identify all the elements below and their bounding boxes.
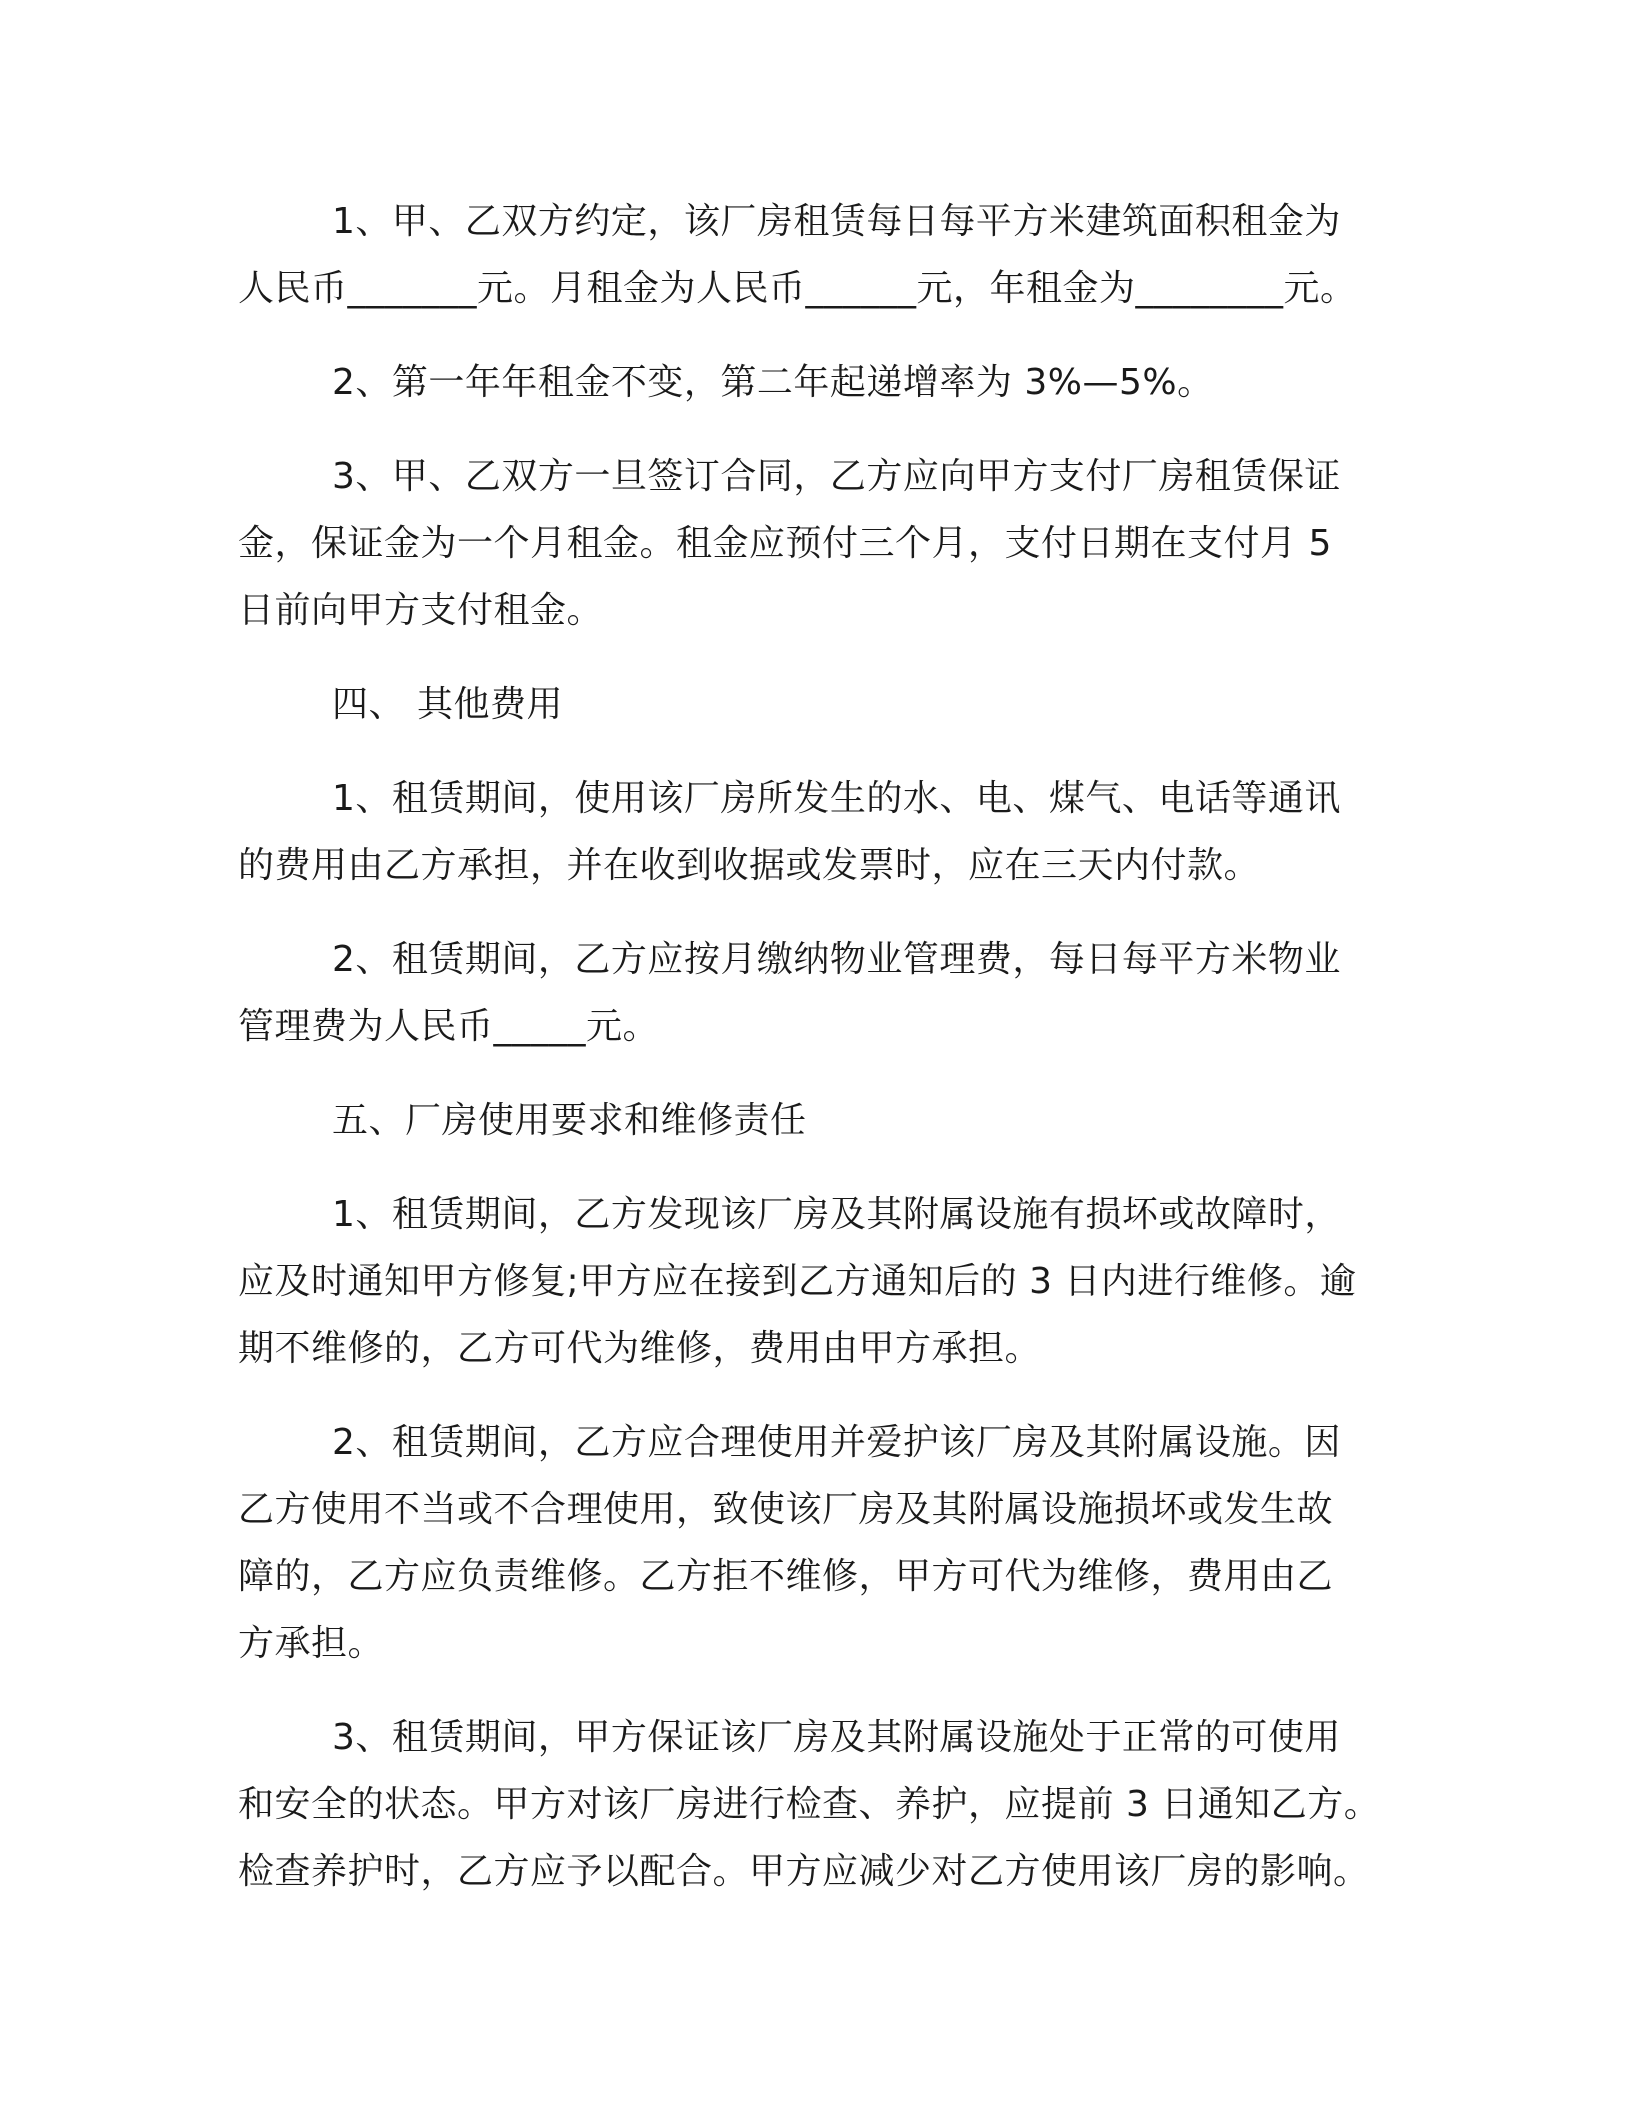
clause-property-fee	[238, 926, 1398, 1060]
text-line: 3、租赁期间，甲方保证该厂房及其附属设施处于正常的可使用	[332, 1717, 1341, 1758]
section-heading: 五、厂房使用要求和维修责任	[332, 1100, 807, 1141]
text-line: 金，保证金为一个月租金。租金应预付三个月，支付日期在支付月 5	[238, 523, 1332, 564]
text-line: 人民币_______元。月租金为人民币______元，年租金为________元。	[238, 268, 1357, 309]
text-line: 1、甲、乙双方约定，该厂房租赁每日每平方米建筑面积租金为	[332, 201, 1341, 242]
text-line: 应及时通知甲方修复;甲方应在接到乙方通知后的 3 日内进行维修。逾	[238, 1261, 1357, 1302]
text-line: 的费用由乙方承担，并在收到收据或发票时，应在三天内付款。	[238, 845, 1261, 886]
text-line: 3、甲、乙双方一旦签订合同，乙方应向甲方支付厂房租赁保证	[332, 456, 1341, 497]
text-line: 2、租赁期间，乙方应合理使用并爱护该厂房及其附属设施。因	[332, 1422, 1341, 1463]
clause-rent-increase	[238, 349, 1398, 416]
text-line: 2、租赁期间，乙方应按月缴纳物业管理费，每日每平方米物业	[332, 939, 1341, 980]
text-line: 期不维修的，乙方可代为维修，费用由甲方承担。	[238, 1328, 1042, 1369]
clause-proper-use	[238, 1409, 1398, 1677]
text-line: 和安全的状态。甲方对该厂房进行检查、养护，应提前 3 日通知乙方。	[238, 1784, 1381, 1825]
text-line: 障的，乙方应负责维修。乙方拒不维修，甲方可代为维修，费用由乙	[238, 1556, 1334, 1597]
section-heading-usage-maintenance	[238, 1087, 1398, 1154]
text-line: 检查养护时，乙方应予以配合。甲方应减少对乙方使用该厂房的影响。	[238, 1851, 1370, 1892]
section-heading-other-fees	[238, 671, 1398, 738]
clause-utilities	[238, 765, 1398, 899]
section-heading: 四、 其他费用	[332, 684, 563, 725]
text-line: 方承担。	[238, 1623, 385, 1664]
clause-rent-price	[238, 188, 1398, 322]
text-line: 1、租赁期间，使用该厂房所发生的水、电、煤气、电话等通讯	[332, 778, 1341, 819]
text-line: 日前向甲方支付租金。	[238, 590, 604, 631]
clause-inspection	[238, 1704, 1398, 1905]
clause-deposit	[238, 443, 1398, 644]
text-line: 乙方使用不当或不合理使用，致使该厂房及其附属设施损坏或发生故	[238, 1489, 1334, 1530]
text-line: 1、租赁期间，乙方发现该厂房及其附属设施有损坏或故障时，	[332, 1194, 1341, 1235]
text-line: 2、第一年年租金不变，第二年起递增率为 3%—5%。	[332, 362, 1214, 403]
clause-repair-notice	[238, 1181, 1398, 1382]
text-line: 管理费为人民币_____元。	[238, 1006, 660, 1047]
document-body	[238, 188, 1398, 1932]
